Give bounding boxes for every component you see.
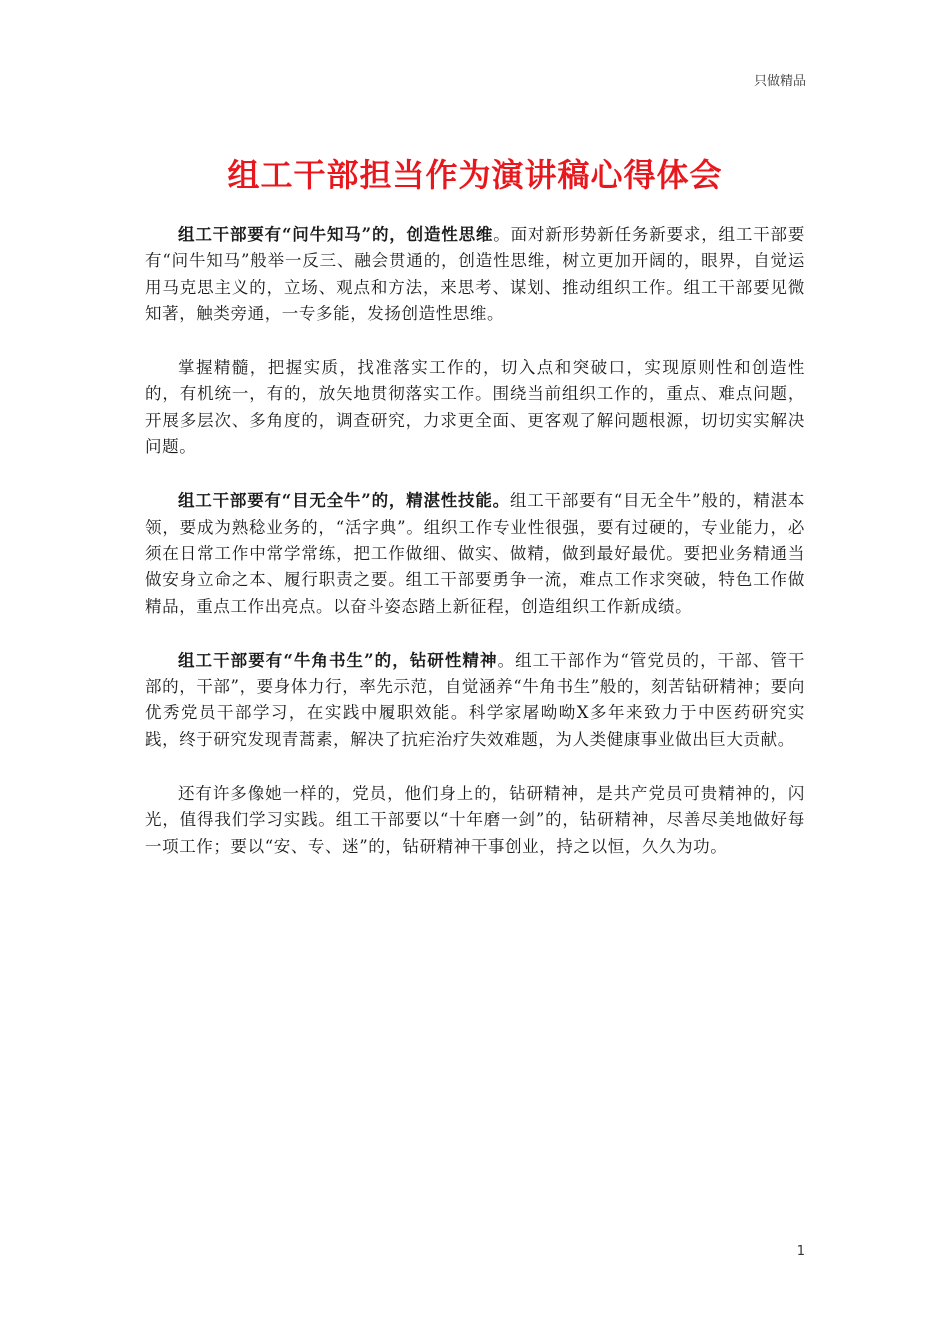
paragraph-text: 掌握精髓，把握实质，找准落实工作的，切入点和突破口，实现原则性和创造性的，有机统一，有的，放矢地贯彻落实工作。围绕当前组织工作的，重点、难点问题，开展多层次、多角度的，调查研究，力求更全面、更客观了解问题根源，切切实实解决问题。 xyxy=(145,358,805,457)
paragraph-2 xyxy=(145,355,805,460)
paragraph-text: 还有许多像她一样的，党员，他们身上的，钻研精神，是共产党员可贵精神的，闪光，值得我们学习实践。组工干部要以“十年磨一剑”的，钻研精神，尽善尽美地做好每一项工作；要以“安、专、迷”的，钻研精神干事创业，持之以恒，久久为功。 xyxy=(145,784,805,856)
paragraph-text: 组工干部要有“目无全牛”般的，精湛本领，要成为熟稔业务的，“活字典”。组织工作专业性很强，要有过硬的，专业能力，必须在日常工作中常学常练，把工作做细、做实、做精，做到最好最优。要把业务精通当做安身立命之本、履行职责之要。组工干部要勇争一流，难点工作求突破，特色工作做精品，重点工作出亮点。以奋斗姿态踏上新征程，创造组织工作新成绩。 xyxy=(145,491,805,616)
paragraph-4 xyxy=(145,648,805,753)
paragraph-lead: 组工干部要有“目无全牛”的，精湛性技能。 xyxy=(178,491,510,511)
paragraph-5 xyxy=(145,781,805,860)
paragraph-text: 。组工干部作为“管党员的，干部、管干部的，干部”，要身体力行，率先示范，自觉涵养“牛角书生”般的，刻苦钻研精神；要向优秀党员干部学习，在实践中履职效能。科学家屠呦呦X多年来致力于中医药研究实践，终于研究发现青蒿素，解决了抗疟治疗失效难题，为人类健康事业做出巨大贡献。 xyxy=(145,650,805,749)
paragraph-1 xyxy=(145,222,805,327)
document-title: 组工干部担当作为演讲稿心得体会 xyxy=(227,156,723,194)
paragraph-lead: 组工干部要有“问牛知马”的，创造性思维 xyxy=(178,225,494,244)
page-number: 1 xyxy=(796,1244,805,1259)
paragraph-text: 。面对新形势新任务新要求，组工干部要有“问牛知马”般举一反三、融会贯通的，创造性思维，树立更加开阔的，眼界，自觉运用马克思主义的，立场、观点和方法，来思考、谋划、推动组织工作。组工干部要见微知著，触类旁通，一专多能，发扬创造性思维。 xyxy=(145,225,805,323)
header-note: 只做精品 xyxy=(753,74,806,89)
paragraph-3 xyxy=(145,488,805,619)
paragraph-lead: 组工干部要有“牛角书生”的，钻研性精神 xyxy=(178,650,498,670)
document-body xyxy=(145,222,805,888)
